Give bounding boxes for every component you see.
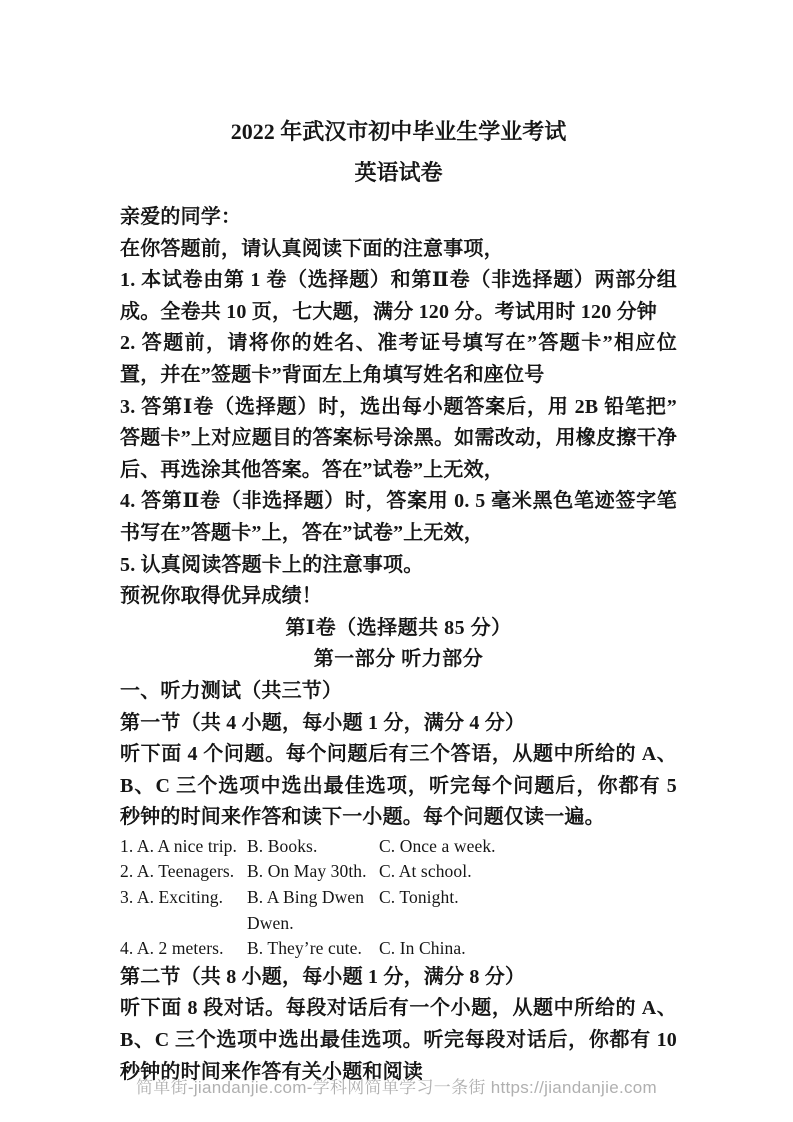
listening-section-title: 一、听力测试（共三节） <box>120 679 343 702</box>
good-luck-wish: 预祝你取得优异成绩！ <box>120 585 322 608</box>
exam-title: 2022 年武汉市初中毕业生学业考试 <box>230 119 567 144</box>
listening-question-row-4 <box>120 936 677 962</box>
question-1-option-c: C. Once a week. <box>379 835 496 856</box>
salutation: 亲爱的同学： <box>120 206 242 228</box>
intro-lead: 在你答题前，请认真阅读下面的注意事项， <box>120 237 504 260</box>
listening-part1-instructions: 听下面 4 个问题。每个问题后有三个答语，从题中所给的 A、B、C 三个选项中选出最佳选项，听完每个问题后，你都有 5 秒钟的时间来作答和读下一小题。每个问题仅读一遍。 <box>120 743 677 829</box>
question-1-option-b: B. Books. <box>247 835 318 856</box>
listening-question-row-1 <box>120 834 677 860</box>
question-4-option-c: C. In China. <box>379 938 466 959</box>
question-3-option-c: C. Tonight. <box>379 887 459 908</box>
listening-part2-instructions: 听下面 8 段对话。每段对话后有一个小题，从题中所给的 A、B、C 三个选项中选出最佳选项。听完每段对话后，你都有 10 秒钟的时间来作答有关小题和阅读 <box>120 997 677 1083</box>
question-3-option-b: B. A Bing Dwen Dwen. <box>247 887 365 933</box>
exam-subtitle: 英语试卷 <box>354 160 443 185</box>
part-1-heading: 第一部分 听力部分 <box>313 648 484 671</box>
question-2-option-b: B. On May 30th. <box>247 861 367 882</box>
notice-item-5: 5. 认真阅读答题卡上的注意事项。 <box>120 553 424 576</box>
listening-question-row-3 <box>120 885 677 936</box>
listening-question-row-2 <box>120 859 677 885</box>
question-1-option-a: 1. A. A nice trip. <box>120 835 238 856</box>
question-4-option-b: B. They’re cute. <box>247 938 362 959</box>
question-2-option-a: 2. A. Teenagers. <box>120 861 235 882</box>
listening-part1-heading: 第一节（共 4 小题，每小题 1 分，满分 4 分） <box>120 711 526 734</box>
notice-item-1: 1. 本试卷由第 1 卷（选择题）和第Ⅱ卷（非选择题）两部分组成。全卷共 10 页，七大题，满分 120 分。考试用时 120 分钟 <box>120 269 677 323</box>
question-2-option-c: C. At school. <box>379 861 472 882</box>
listening-part2-heading: 第二节（共 8 小题，每小题 1 分，满分 8 分） <box>120 965 526 988</box>
notice-item-4: 4. 答第Ⅱ卷（非选择题）时，答案用 0. 5 毫米黑色笔迹签字笔书写在”答题卡”上，答在”试卷”上无效， <box>120 490 677 544</box>
question-3-option-a: 3. A. Exciting. <box>120 887 224 908</box>
watermark-footer: 简单街-jiandanjie.com-学科网简单学习一条街 https://jiandanjie.com <box>135 1078 658 1097</box>
notice-item-2: 2. 答题前，请将你的姓名、准考证号填写在”答题卡”相应位置，并在”签题卡”背面左上角填写姓名和座位号 <box>120 332 677 386</box>
question-4-option-a: 4. A. 2 meters. <box>120 938 224 959</box>
volume-1-heading: 第Ⅰ卷（选择题共 85 分） <box>285 616 512 639</box>
notice-item-3: 3. 答第Ⅰ卷（选择题）时，选出每小题答案后，用 2B 铅笔把”答题卡”上对应题目的答案标号涂黑。如需改动，用橡皮擦干净后、再选涂其他答案。答在”试卷”上无效， <box>120 395 677 481</box>
